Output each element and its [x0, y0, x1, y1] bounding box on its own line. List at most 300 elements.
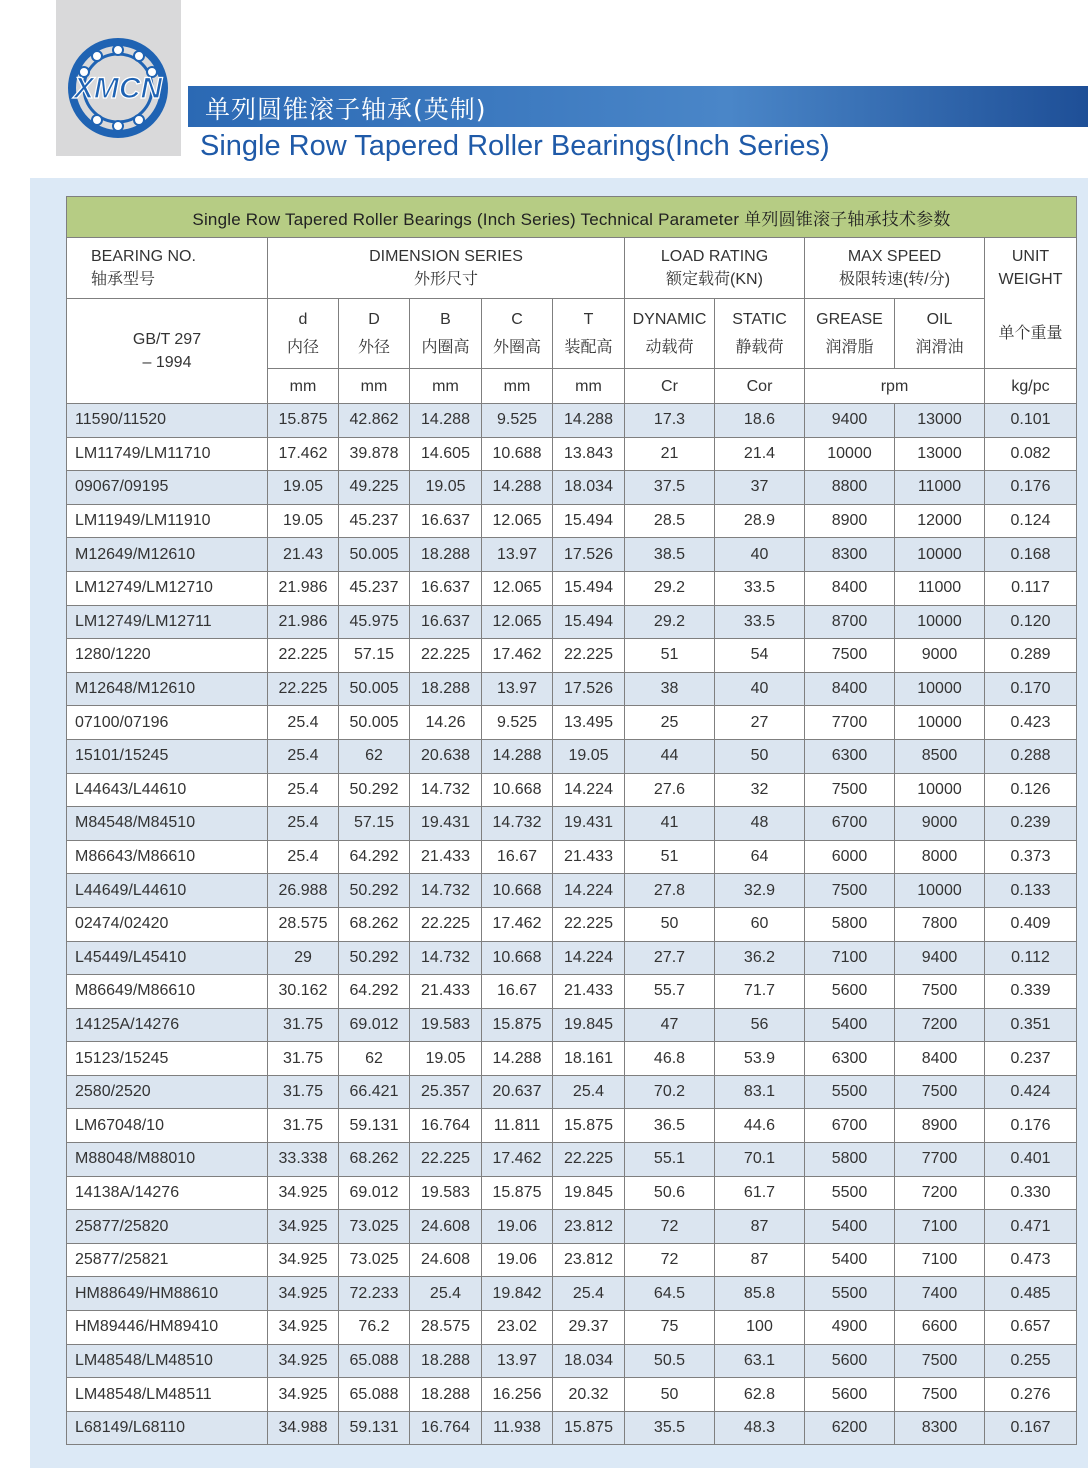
value-cell: 9400: [895, 941, 985, 975]
value-cell: 44.6: [715, 1109, 805, 1143]
table-body: [67, 404, 1077, 1445]
value-cell: 14.732: [410, 941, 482, 975]
brand-logo: [56, 0, 181, 156]
value-cell: 14.288: [553, 404, 625, 438]
table-row: [67, 605, 1077, 639]
table-row: [67, 1176, 1077, 1210]
value-cell: 34.988: [268, 1411, 339, 1445]
value-cell: 16.256: [482, 1378, 553, 1412]
value-cell: 51: [625, 639, 715, 673]
value-cell: 0.101: [985, 404, 1077, 438]
value-cell: 31.75: [268, 1042, 339, 1076]
value-cell: 14.224: [553, 941, 625, 975]
value-cell: 59.131: [339, 1109, 410, 1143]
value-cell: 19.05: [553, 739, 625, 773]
value-cell: 50.292: [339, 941, 410, 975]
bearing-no-cell: L44649/L44610: [67, 874, 268, 908]
value-cell: 5400: [805, 1008, 895, 1042]
bearing-no-cell: LM12749/LM12710: [67, 571, 268, 605]
value-cell: 12.065: [482, 605, 553, 639]
value-cell: 0.170: [985, 672, 1077, 706]
table-row: [67, 1378, 1077, 1412]
value-cell: 72: [625, 1210, 715, 1244]
value-cell: 13.843: [553, 437, 625, 471]
value-cell: 14.288: [482, 1042, 553, 1076]
value-cell: 13000: [895, 404, 985, 438]
value-cell: 0.339: [985, 975, 1077, 1009]
value-cell: 25.4: [553, 1075, 625, 1109]
bearing-no-header: BEARING NO. 轴承型号: [67, 238, 268, 299]
value-cell: 0.373: [985, 840, 1077, 874]
bearing-no-cell: 25877/25821: [67, 1243, 268, 1277]
value-cell: 40: [715, 672, 805, 706]
value-cell: 19.05: [410, 1042, 482, 1076]
value-cell: 19.06: [482, 1210, 553, 1244]
value-cell: 7500: [805, 773, 895, 807]
value-cell: 25: [625, 706, 715, 740]
value-cell: 5800: [805, 907, 895, 941]
value-cell: 0.473: [985, 1243, 1077, 1277]
value-cell: 17.462: [482, 1143, 553, 1177]
value-cell: 25.4: [268, 807, 339, 841]
value-cell: 49.225: [339, 471, 410, 505]
value-cell: 16.637: [410, 605, 482, 639]
value-cell: 18.288: [410, 1344, 482, 1378]
standard-header: GB/T 297 – 1994: [67, 299, 268, 404]
value-cell: 18.288: [410, 672, 482, 706]
value-cell: 19.431: [410, 807, 482, 841]
bearing-no-cell: M84548/M84510: [67, 807, 268, 841]
value-cell: 50: [625, 907, 715, 941]
value-cell: 11.811: [482, 1109, 553, 1143]
value-cell: 25.4: [410, 1277, 482, 1311]
value-cell: 5600: [805, 1378, 895, 1412]
table-row: [67, 538, 1077, 572]
value-cell: 44: [625, 739, 715, 773]
value-cell: 73.025: [339, 1243, 410, 1277]
value-cell: 0.133: [985, 874, 1077, 908]
value-cell: 45.975: [339, 605, 410, 639]
value-cell: 21.4: [715, 437, 805, 471]
value-cell: 13.97: [482, 672, 553, 706]
value-cell: 37: [715, 471, 805, 505]
value-cell: 62: [339, 739, 410, 773]
value-cell: 27: [715, 706, 805, 740]
value-cell: 16.764: [410, 1411, 482, 1445]
value-cell: 18.034: [553, 1344, 625, 1378]
value-cell: 20.637: [482, 1075, 553, 1109]
value-cell: 32.9: [715, 874, 805, 908]
table-row: [67, 1008, 1077, 1042]
value-cell: 13000: [895, 437, 985, 471]
value-cell: 7800: [895, 907, 985, 941]
value-cell: 17.526: [553, 672, 625, 706]
value-cell: 24.608: [410, 1243, 482, 1277]
col-D-header: D 外径: [339, 299, 410, 369]
value-cell: 64.292: [339, 840, 410, 874]
value-cell: 26.988: [268, 874, 339, 908]
value-cell: 17.462: [482, 639, 553, 673]
value-cell: 50.005: [339, 538, 410, 572]
value-cell: 14.732: [410, 874, 482, 908]
value-cell: 14.605: [410, 437, 482, 471]
value-cell: 100: [715, 1311, 805, 1345]
value-cell: 29.2: [625, 605, 715, 639]
value-cell: 59.131: [339, 1411, 410, 1445]
value-cell: 34.925: [268, 1344, 339, 1378]
value-cell: 25.4: [268, 739, 339, 773]
value-cell: 17.526: [553, 538, 625, 572]
value-cell: 62.8: [715, 1378, 805, 1412]
table-row: [67, 504, 1077, 538]
value-cell: 7100: [805, 941, 895, 975]
value-cell: 14.732: [410, 773, 482, 807]
value-cell: 18.6: [715, 404, 805, 438]
value-cell: 18.161: [553, 1042, 625, 1076]
bearing-no-cell: 2580/2520: [67, 1075, 268, 1109]
bearing-spec-table: [66, 196, 1077, 1445]
value-cell: 22.225: [268, 639, 339, 673]
value-cell: 0.424: [985, 1075, 1077, 1109]
value-cell: 8400: [805, 672, 895, 706]
value-cell: 10.668: [482, 941, 553, 975]
value-cell: 19.583: [410, 1008, 482, 1042]
value-cell: 0.288: [985, 739, 1077, 773]
value-cell: 19.845: [553, 1176, 625, 1210]
value-cell: 15.494: [553, 504, 625, 538]
value-cell: 0.409: [985, 907, 1077, 941]
value-cell: 8000: [895, 840, 985, 874]
table-row: [67, 471, 1077, 505]
value-cell: 40: [715, 538, 805, 572]
unit-weight-header: UNIT WEIGHT: [985, 238, 1077, 299]
value-cell: 33.5: [715, 605, 805, 639]
table-row: [67, 840, 1077, 874]
value-cell: 16.637: [410, 504, 482, 538]
table-row: [67, 739, 1077, 773]
value-cell: 21.43: [268, 538, 339, 572]
value-cell: 9000: [895, 807, 985, 841]
value-cell: 6600: [895, 1311, 985, 1345]
table-row: [67, 773, 1077, 807]
value-cell: 8500: [895, 739, 985, 773]
value-cell: 19.05: [268, 471, 339, 505]
value-cell: 7100: [895, 1243, 985, 1277]
table-row: [67, 1109, 1077, 1143]
value-cell: 20.638: [410, 739, 482, 773]
bearing-no-cell: M86649/M86610: [67, 975, 268, 1009]
bearing-no-cell: M12649/M12610: [67, 538, 268, 572]
value-cell: 0.112: [985, 941, 1077, 975]
value-cell: 21.433: [410, 975, 482, 1009]
value-cell: 16.764: [410, 1109, 482, 1143]
value-cell: 15.875: [482, 1176, 553, 1210]
value-cell: 15.875: [482, 1008, 553, 1042]
value-cell: 76.2: [339, 1311, 410, 1345]
value-cell: 14.26: [410, 706, 482, 740]
unit-mm-T: mm: [553, 369, 625, 404]
bearing-no-cell: LM11949/LM11910: [67, 504, 268, 538]
value-cell: 25.4: [553, 1277, 625, 1311]
value-cell: 0.423: [985, 706, 1077, 740]
value-cell: 0.126: [985, 773, 1077, 807]
value-cell: 38: [625, 672, 715, 706]
value-cell: 28.575: [268, 907, 339, 941]
value-cell: 8900: [895, 1109, 985, 1143]
value-cell: 7500: [895, 1075, 985, 1109]
bearing-no-cell: 1280/1220: [67, 639, 268, 673]
value-cell: 65.088: [339, 1344, 410, 1378]
value-cell: 10000: [895, 605, 985, 639]
value-cell: 75: [625, 1311, 715, 1345]
value-cell: 27.6: [625, 773, 715, 807]
value-cell: 19.05: [268, 504, 339, 538]
unit-mm-D: mm: [339, 369, 410, 404]
value-cell: 17.3: [625, 404, 715, 438]
value-cell: 70.2: [625, 1075, 715, 1109]
value-cell: 0.657: [985, 1311, 1077, 1345]
value-cell: 20.32: [553, 1378, 625, 1412]
table-row: [67, 874, 1077, 908]
value-cell: 64.5: [625, 1277, 715, 1311]
value-cell: 45.237: [339, 571, 410, 605]
value-cell: 55.7: [625, 975, 715, 1009]
value-cell: 55.1: [625, 1143, 715, 1177]
value-cell: 56: [715, 1008, 805, 1042]
value-cell: 5500: [805, 1176, 895, 1210]
bearing-no-cell: M12648/M12610: [67, 672, 268, 706]
value-cell: 7200: [895, 1176, 985, 1210]
bearing-no-cell: LM48548/LM48511: [67, 1378, 268, 1412]
value-cell: 6300: [805, 1042, 895, 1076]
value-cell: 28.575: [410, 1311, 482, 1345]
value-cell: 6200: [805, 1411, 895, 1445]
table-row: [67, 706, 1077, 740]
value-cell: 71.7: [715, 975, 805, 1009]
value-cell: 34.925: [268, 1277, 339, 1311]
value-cell: 22.225: [553, 1143, 625, 1177]
value-cell: 7500: [805, 874, 895, 908]
value-cell: 36.2: [715, 941, 805, 975]
value-cell: 45.237: [339, 504, 410, 538]
value-cell: 9.525: [482, 404, 553, 438]
value-cell: 14.732: [482, 807, 553, 841]
value-cell: 8300: [895, 1411, 985, 1445]
value-cell: 19.842: [482, 1277, 553, 1311]
value-cell: 21.433: [410, 840, 482, 874]
table-caption: Single Row Tapered Roller Bearings (Inch Series) Technical Parameter 单列圆锥滚子轴承技术参数: [67, 197, 1077, 238]
value-cell: 16.637: [410, 571, 482, 605]
value-cell: 62: [339, 1042, 410, 1076]
value-cell: 5600: [805, 1344, 895, 1378]
value-cell: 6300: [805, 739, 895, 773]
bearing-no-cell: 07100/07196: [67, 706, 268, 740]
value-cell: 10000: [895, 538, 985, 572]
bearing-no-cell: HM88649/HM88610: [67, 1277, 268, 1311]
value-cell: 11000: [895, 571, 985, 605]
bearing-no-cell: 14125A/14276: [67, 1008, 268, 1042]
value-cell: 5600: [805, 975, 895, 1009]
value-cell: 85.8: [715, 1277, 805, 1311]
bearing-no-cell: 15101/15245: [67, 739, 268, 773]
unit-rpm: rpm: [805, 369, 985, 404]
value-cell: 22.225: [553, 907, 625, 941]
value-cell: 8800: [805, 471, 895, 505]
value-cell: 12.065: [482, 571, 553, 605]
value-cell: 0.120: [985, 605, 1077, 639]
value-cell: 64: [715, 840, 805, 874]
value-cell: 36.5: [625, 1109, 715, 1143]
value-cell: 21.433: [553, 975, 625, 1009]
value-cell: 22.225: [410, 1143, 482, 1177]
value-cell: 5400: [805, 1243, 895, 1277]
value-cell: 72.233: [339, 1277, 410, 1311]
value-cell: 54: [715, 639, 805, 673]
value-cell: 31.75: [268, 1109, 339, 1143]
bearing-no-cell: L45449/L45410: [67, 941, 268, 975]
value-cell: 64.292: [339, 975, 410, 1009]
value-cell: 14.224: [553, 773, 625, 807]
value-cell: 9.525: [482, 706, 553, 740]
value-cell: 68.262: [339, 907, 410, 941]
value-cell: 50.005: [339, 672, 410, 706]
load-rating-header: LOAD RATING 额定载荷(KN): [625, 238, 805, 299]
col-d-header: d 内径: [268, 299, 339, 369]
table-row: [67, 571, 1077, 605]
value-cell: 18.034: [553, 471, 625, 505]
value-cell: 57.15: [339, 807, 410, 841]
value-cell: 28.5: [625, 504, 715, 538]
value-cell: 60: [715, 907, 805, 941]
bearing-no-cell: HM89446/HM89410: [67, 1311, 268, 1345]
value-cell: 7200: [895, 1008, 985, 1042]
value-cell: 11000: [895, 471, 985, 505]
table-row: [67, 437, 1077, 471]
table-row: [67, 1311, 1077, 1345]
value-cell: 6000: [805, 840, 895, 874]
value-cell: 5500: [805, 1277, 895, 1311]
value-cell: 33.338: [268, 1143, 339, 1177]
bearing-no-cell: 14138A/14276: [67, 1176, 268, 1210]
value-cell: 9000: [895, 639, 985, 673]
value-cell: 50.5: [625, 1344, 715, 1378]
bearing-no-cell: M88048/M88010: [67, 1143, 268, 1177]
value-cell: 25.357: [410, 1075, 482, 1109]
bearing-no-cell: 25877/25820: [67, 1210, 268, 1244]
bearing-logo-icon: [64, 36, 172, 140]
value-cell: 41: [625, 807, 715, 841]
value-cell: 22.225: [553, 639, 625, 673]
value-cell: 19.06: [482, 1243, 553, 1277]
value-cell: 23.812: [553, 1210, 625, 1244]
unit-mm-B: mm: [410, 369, 482, 404]
value-cell: 33.5: [715, 571, 805, 605]
value-cell: 15.494: [553, 571, 625, 605]
value-cell: 19.583: [410, 1176, 482, 1210]
value-cell: 47: [625, 1008, 715, 1042]
value-cell: 0.255: [985, 1344, 1077, 1378]
value-cell: 46.8: [625, 1042, 715, 1076]
value-cell: 13.97: [482, 1344, 553, 1378]
value-cell: 0.168: [985, 538, 1077, 572]
unit-mm-C: mm: [482, 369, 553, 404]
value-cell: 61.7: [715, 1176, 805, 1210]
value-cell: 10.668: [482, 773, 553, 807]
value-cell: 69.012: [339, 1176, 410, 1210]
bearing-no-cell: 11590/11520: [67, 404, 268, 438]
col-dynamic-header: DYNAMIC 动载荷: [625, 299, 715, 369]
value-cell: 66.421: [339, 1075, 410, 1109]
col-grease-header: GREASE 润滑脂: [805, 299, 895, 369]
value-cell: 0.289: [985, 639, 1077, 673]
value-cell: 29.37: [553, 1311, 625, 1345]
col-oil-header: OIL 润滑油: [895, 299, 985, 369]
max-speed-header: MAX SPEED 极限转速(转/分): [805, 238, 985, 299]
value-cell: 11.938: [482, 1411, 553, 1445]
value-cell: 13.495: [553, 706, 625, 740]
value-cell: 0.330: [985, 1176, 1077, 1210]
weight-cn-header: 单个重量: [985, 299, 1077, 369]
table-row: [67, 1042, 1077, 1076]
value-cell: 22.225: [410, 639, 482, 673]
table-row: [67, 404, 1077, 438]
table-row: [67, 1143, 1077, 1177]
value-cell: 9400: [805, 404, 895, 438]
value-cell: 0.351: [985, 1008, 1077, 1042]
col-static-header: STATIC 静载荷: [715, 299, 805, 369]
value-cell: 8700: [805, 605, 895, 639]
page-title-cn: 单列圆锥滚子轴承(英制): [205, 95, 487, 124]
value-cell: 29.2: [625, 571, 715, 605]
value-cell: 0.471: [985, 1210, 1077, 1244]
value-cell: 14.288: [410, 404, 482, 438]
value-cell: 17.462: [482, 907, 553, 941]
value-cell: 17.462: [268, 437, 339, 471]
table-row: [67, 1243, 1077, 1277]
value-cell: 19.845: [553, 1008, 625, 1042]
value-cell: 16.67: [482, 975, 553, 1009]
value-cell: 34.925: [268, 1243, 339, 1277]
table-row: [67, 672, 1077, 706]
value-cell: 25.4: [268, 773, 339, 807]
value-cell: 14.224: [553, 874, 625, 908]
value-cell: 4900: [805, 1311, 895, 1345]
table-row: [67, 639, 1077, 673]
value-cell: 5400: [805, 1210, 895, 1244]
value-cell: 10000: [895, 773, 985, 807]
value-cell: 0.176: [985, 1109, 1077, 1143]
value-cell: 35.5: [625, 1411, 715, 1445]
value-cell: 19.431: [553, 807, 625, 841]
value-cell: 19.05: [410, 471, 482, 505]
value-cell: 15.494: [553, 605, 625, 639]
value-cell: 83.1: [715, 1075, 805, 1109]
value-cell: 30.162: [268, 975, 339, 1009]
value-cell: 23.812: [553, 1243, 625, 1277]
col-C-header: C 外圈高: [482, 299, 553, 369]
table-row: [67, 1277, 1077, 1311]
value-cell: 0.176: [985, 471, 1077, 505]
value-cell: 18.288: [410, 1378, 482, 1412]
value-cell: 42.862: [339, 404, 410, 438]
table-row: [67, 1075, 1077, 1109]
value-cell: 16.67: [482, 840, 553, 874]
col-T-header: T 装配高: [553, 299, 625, 369]
value-cell: 0.276: [985, 1378, 1077, 1412]
value-cell: 63.1: [715, 1344, 805, 1378]
bearing-no-cell: LM12749/LM12711: [67, 605, 268, 639]
value-cell: 7500: [895, 975, 985, 1009]
